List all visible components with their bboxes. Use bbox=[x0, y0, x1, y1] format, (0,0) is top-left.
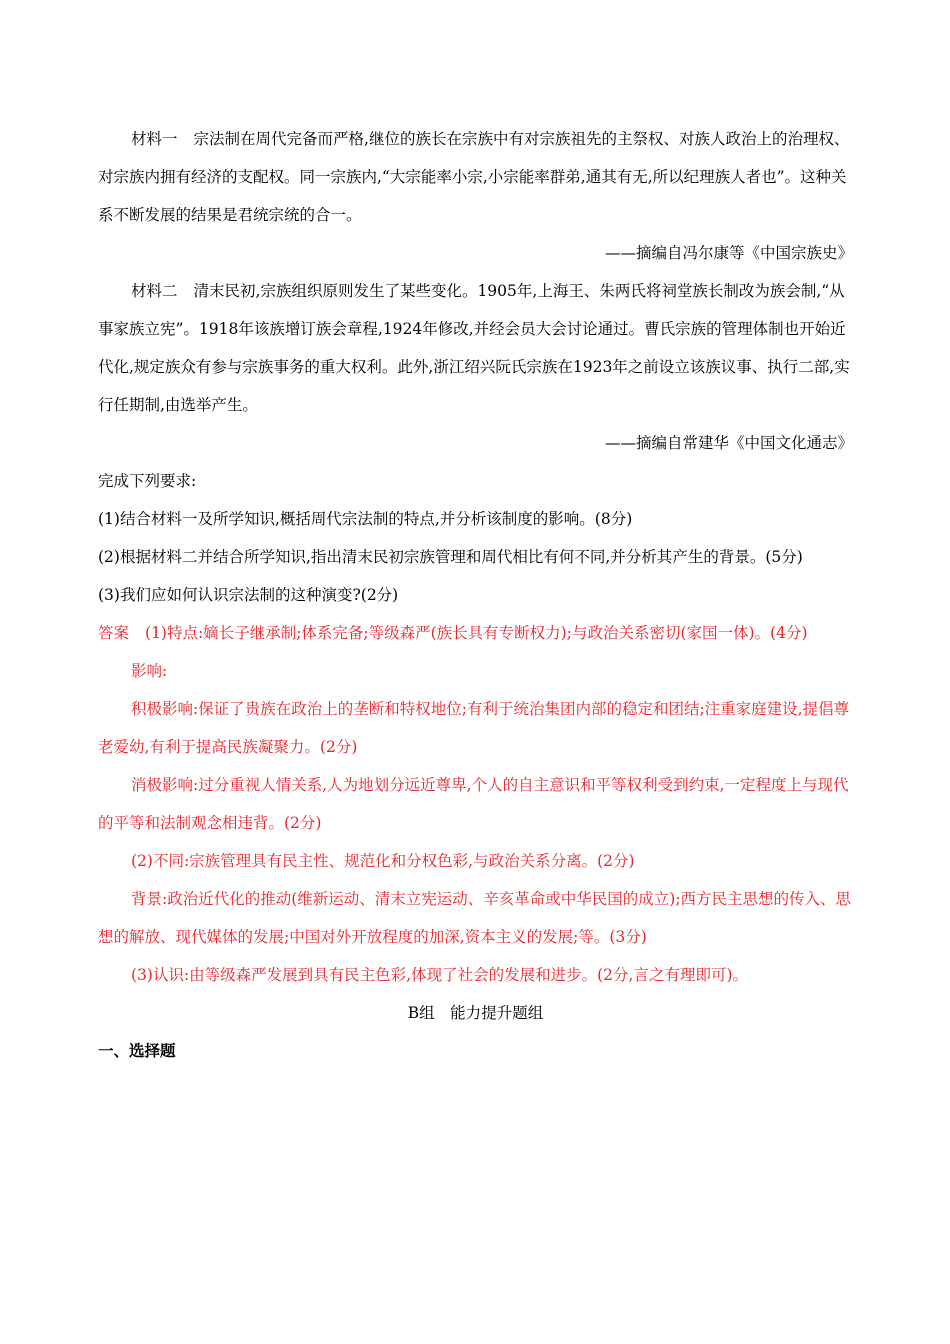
answer-2: (2)不同:宗族管理具有民主性、规范化和分权色彩,与政治关系分离。(2分) bbox=[131, 852, 635, 870]
answer-1-text: (1)特点:嫡长子继承制;体系完备;等级森严(族长具有专断权力);与政治关系密切(家国一体)。(4分) bbox=[145, 624, 808, 642]
answer-label: 答案 bbox=[98, 624, 130, 642]
document-content bbox=[98, 120, 853, 1070]
answer-positive-influence: 积极影响:保证了贵族在政治上的垄断和特权地位;有利于统治集团内部的稳定和团结;注重家庭建设,提倡尊老爱幼,有利于提高民族凝聚力。(2分) bbox=[98, 700, 850, 756]
answer-3: (3)认识:由等级森严发展到具有民主色彩,体现了社会的发展和进步。(2分,言之有理即可)。 bbox=[131, 966, 748, 984]
group-title: B组 能力提升题组 bbox=[407, 1004, 544, 1022]
answer-1 bbox=[98, 614, 853, 652]
material-two-label: 材料二 bbox=[131, 282, 178, 300]
material-one-source: ——摘编自冯尔康等《中国宗族史》 bbox=[604, 244, 853, 262]
answer-negative-influence: 消极影响:过分重视人情关系,人为地划分远近尊卑,个人的自主意识和平等权利受到约束,一定程度上与现代的平等和法制观念相违背。(2分) bbox=[98, 776, 849, 832]
instructions: 完成下列要求: bbox=[98, 472, 197, 490]
answer-background: 背景:政治近代化的推动(维新运动、清末立宪运动、辛亥革命或中华民国的成立);西方民主思想的传入、思想的解放、现代媒体的发展;中国对外开放程度的加深,资本主义的发展;等。(3分) bbox=[98, 890, 852, 946]
material-one-label: 材料一 bbox=[131, 130, 178, 148]
question-2: (2)根据材料二并结合所学知识,指出清末民初宗族管理和周代相比有何不同,并分析其产生的背景。(5分) bbox=[98, 548, 803, 566]
question-3: (3)我们应如何认识宗法制的这种演变?(2分) bbox=[98, 586, 399, 604]
answer-influence-label: 影响: bbox=[131, 662, 168, 680]
material-two-text: 清末民初,宗族组织原则发生了某些变化。1905年,上海王、朱两氏将祠堂族长制改为族会制,“从事家族立宪”。1918年该族增订族会章程,1924年修改,并经会员大会讨论通过。曹氏宗族的管理体制也开始近代化,规定族众有参与宗族事务的重大权利。此外,浙江绍兴阮氏宗族在1923年之前设立该族议事、执行二部,实行任期制,由选举产生。 bbox=[98, 282, 850, 414]
material-one-text: 宗法制在周代完备而严格,继位的族长在宗族中有对宗族祖先的主祭权、对族人政治上的治理权、对宗族内拥有经济的支配权。同一宗族内,“大宗能率小宗,小宗能率群弟,通其有无,所以纪理族人者也”。这种关系不断发展的结果是君统宗统的合一。 bbox=[98, 130, 850, 224]
question-1: (1)结合材料一及所学知识,概括周代宗法制的特点,并分析该制度的影响。(8分) bbox=[98, 510, 633, 528]
section-heading: 一、选择题 bbox=[98, 1042, 176, 1060]
material-two-source: ——摘编自常建华《中国文化通志》 bbox=[604, 434, 853, 452]
material-one-paragraph bbox=[98, 120, 853, 234]
material-two-paragraph bbox=[98, 272, 853, 424]
